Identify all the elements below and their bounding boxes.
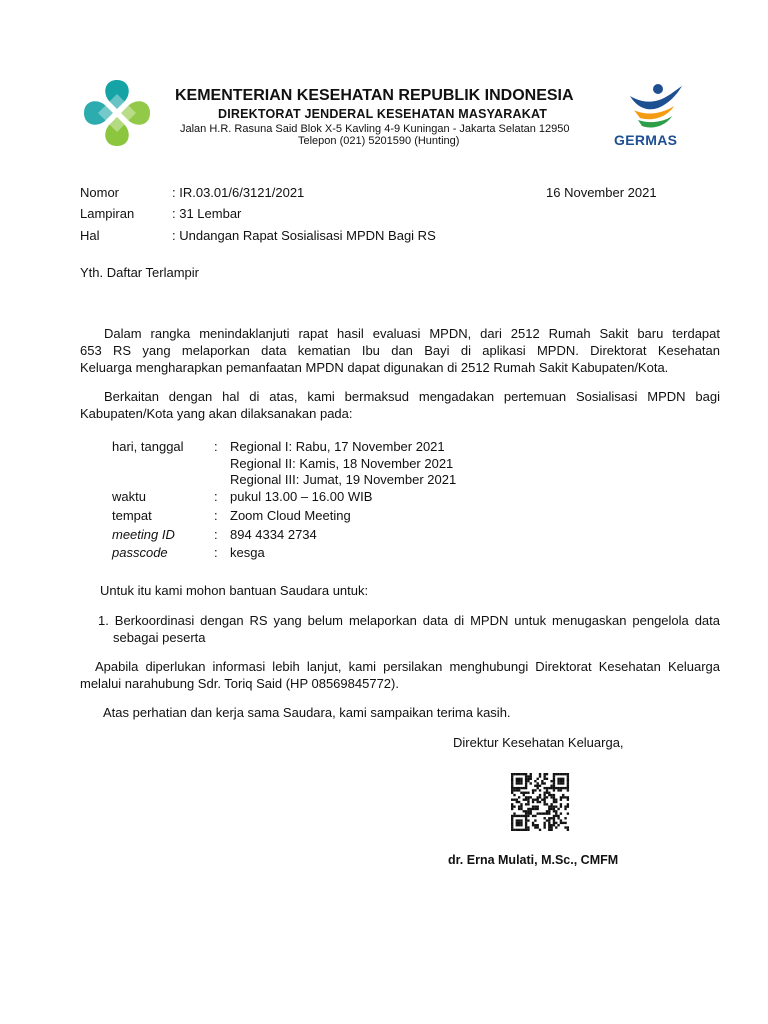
hal-label: Hal (80, 228, 100, 243)
lampiran-value: : 31 Lembar (172, 206, 242, 221)
hari-value-3: Regional III: Jumat, 19 November 2021 (230, 472, 457, 487)
directorate-title: DIREKTORAT JENDERAL KESEHATAN MASYARAKAT (218, 107, 548, 121)
nomor-value: : IR.03.01/6/3121/2021 (172, 185, 305, 200)
recipient: Yth. Daftar Terlampir (80, 265, 199, 280)
hari-label: hari, tanggal (112, 439, 184, 454)
phone-line: Telepon (021) 5201590 (Hunting) (298, 135, 460, 147)
address-line: Jalan H.R. Rasuna Said Blok X-5 Kavling 4-9 Kuningan - Jakarta Selatan 12950 (180, 123, 570, 135)
letter-date: 16 November 2021 (546, 185, 657, 200)
germas-figure-icon (612, 80, 692, 132)
closing-sentence: Atas perhatian dan kerja sama Saudara, kami sampaikan terima kasih. (103, 705, 511, 720)
request-intro: Untuk itu kami mohon bantuan Saudara untuk: (100, 583, 369, 598)
hari-sep: : (214, 439, 218, 454)
kemenkes-logo (80, 76, 154, 150)
request-item-1 (98, 612, 720, 646)
paragraph-2 (80, 388, 720, 422)
meeting-id-value: 894 4334 2734 (230, 527, 317, 542)
ministry-title: KEMENTERIAN KESEHATAN REPUBLIK INDONESIA (175, 87, 574, 104)
waktu-value: pukul 13.00 – 16.00 WIB (230, 489, 373, 504)
germas-text: GERMAS (614, 132, 678, 148)
signature-name: dr. Erna Mulati, M.Sc., CMFM (448, 853, 619, 867)
hari-value-1: Regional I: Rabu, 17 November 2021 (230, 439, 445, 454)
request-item-line: sebagai peserta (113, 630, 206, 645)
waktu-sep: : (214, 489, 218, 504)
tempat-value: Zoom Cloud Meeting (230, 508, 351, 523)
meeting-id-sep: : (214, 527, 218, 542)
lampiran-label: Lampiran (80, 206, 135, 221)
germas-logo (612, 80, 692, 152)
paragraph-1-line: Keluarga mengharapkan pemanfaatan MPDN dapat digunakan di 2512 Rumah Sakit Kabupaten/Kota. (80, 360, 669, 375)
waktu-label: waktu (112, 489, 146, 504)
passcode-value: kesga (230, 545, 265, 560)
signature-position: Direktur Kesehatan Keluarga, (453, 735, 624, 750)
paragraph-1 (80, 325, 720, 376)
paragraph-2-line: Kabupaten/Kota yang akan dilaksanakan pada: (80, 406, 353, 421)
nomor-label: Nomor (80, 185, 120, 200)
paragraph-2-line: Berkaitan dengan hal di atas, kami bermaksud mengadakan pertemuan Sosialisasi MPDN bagi (104, 389, 720, 404)
hal-value: : Undangan Rapat Sosialisasi MPDN Bagi RS (172, 228, 436, 243)
contact-line: melalui narahubung Sdr. Toriq Said (HP 08569845772). (80, 676, 399, 691)
qr-code-icon (511, 773, 571, 831)
meeting-id-label: meeting ID (112, 527, 175, 542)
paragraph-1-line: Dalam rangka menindaklanjuti rapat hasil evaluasi MPDN, dari 2512 Rumah Sakit baru terdapat (104, 326, 720, 341)
contact-paragraph (80, 658, 720, 692)
hari-value-2: Regional II: Kamis, 18 November 2021 (230, 456, 454, 471)
passcode-label: passcode (112, 545, 168, 560)
passcode-sep: : (214, 545, 218, 560)
contact-line: Apabila diperlukan informasi lebih lanjut, kami persilakan menghubungi Direktorat Kesehatan Keluarga (95, 659, 720, 674)
paragraph-1-line: 653 RS yang melaporkan data kematian Ibu dan Bayi di aplikasi MPDN. Direktorat Kesehatan (80, 343, 720, 358)
tempat-sep: : (214, 508, 218, 523)
tempat-label: tempat (112, 508, 152, 523)
request-item-line: 1. Berkoordinasi dengan RS yang belum melaporkan data di MPDN untuk menugaskan pengelola data (98, 613, 720, 628)
